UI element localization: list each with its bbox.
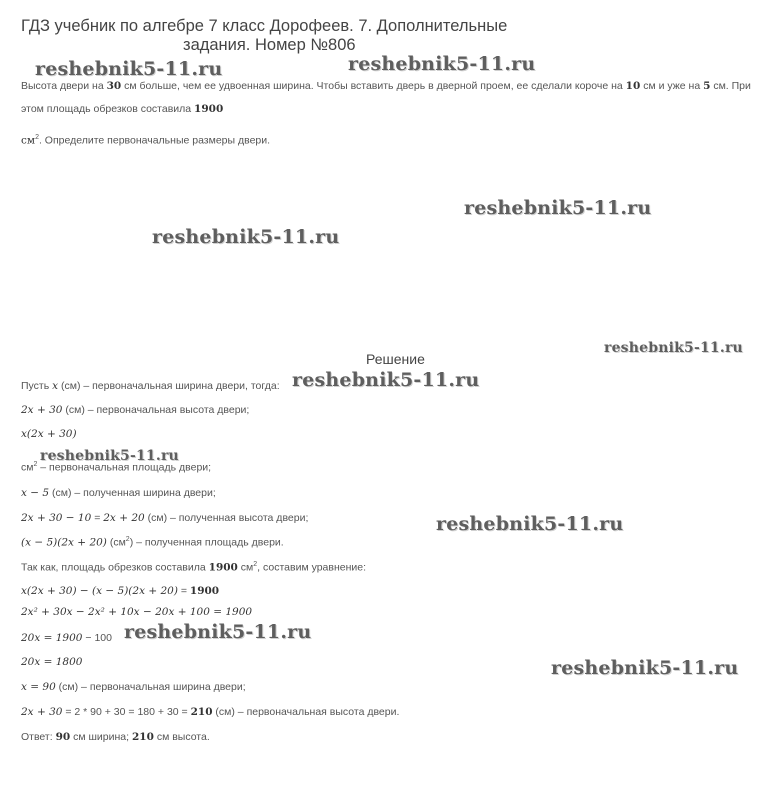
equation-4: 20x = 1800 (21, 656, 83, 668)
page-title-line1: ГДЗ учебник по алгебре 7 класс Дорофеев. 7. Дополнительные (21, 17, 508, 35)
solution-step-8: Так как, площадь обрезков составила 1900 $см^2$, составим уравнение: (21, 561, 367, 574)
solution-step-7: (x − 5)(2x + 20) $(см^2)$ – полученная площадь двери. (21, 536, 284, 549)
problem-line-1: Высота двери на 30 см больше, чем ее удвоенная ширина. Чтобы вставить дверь в дверной проем, ее сделали короче на 10 см и уже на 5 см. При (21, 80, 751, 92)
watermark: reshebnik5-11.ru (35, 58, 223, 80)
solution-step-6: 2x + 30 − 10 = 2x + 20 (см) – полученная высота двери; (21, 512, 309, 524)
page-title-line2: задания. Номер №806 (183, 36, 356, 54)
solution-step-4: $см^2$ – первоначальная площадь двери; (21, 461, 212, 474)
equation-1: x(2x + 30) − (x − 5)(2x + 20) = 1900 (21, 585, 220, 597)
watermark: reshebnik5-11.ru (464, 197, 652, 219)
problem-line-3: $см^2$. Определите первоначальные размеры двери. (21, 134, 271, 147)
answer: Ответ: 90 см ширина; 210 см высота. (21, 731, 210, 743)
watermark: reshebnik5-11.ru (40, 448, 179, 464)
watermark: reshebnik5-11.ru (551, 657, 739, 679)
watermark: reshebnik5-11.ru (348, 53, 536, 75)
watermark: reshebnik5-11.ru (124, 621, 312, 643)
equation-3: 20x = 1900 − 100 (21, 632, 112, 644)
watermark: reshebnik5-11.ru (152, 226, 340, 248)
problem-line-2: этом площадь обрезков составила 1900 (21, 103, 224, 115)
solution-step-5: x − 5 (см) – полученная ширина двери; (21, 487, 216, 499)
solution-step-3: x(2x + 30) (21, 428, 77, 440)
solution-step-1: Пусть x (см) – первоначальная ширина двери, тогда: (21, 380, 280, 392)
watermark: reshebnik5-11.ru (292, 369, 480, 391)
watermark: reshebnik5-11.ru (604, 340, 743, 356)
equation-2: 2x² + 30x − 2x² + 10x − 20x + 100 = 1900 (21, 606, 253, 618)
solution-heading: Решение (366, 351, 425, 367)
equation-5: x = 90 (см) – первоначальная ширина двери; (21, 681, 246, 693)
equation-6: 2x + 30 = 2 * 90 + 30 = 180 + 30 = 210 (см) – первоначальная высота двери. (21, 706, 400, 718)
solution-step-2: 2x + 30 (см) – первоначальная высота двери; (21, 404, 250, 416)
watermark: reshebnik5-11.ru (436, 513, 624, 535)
